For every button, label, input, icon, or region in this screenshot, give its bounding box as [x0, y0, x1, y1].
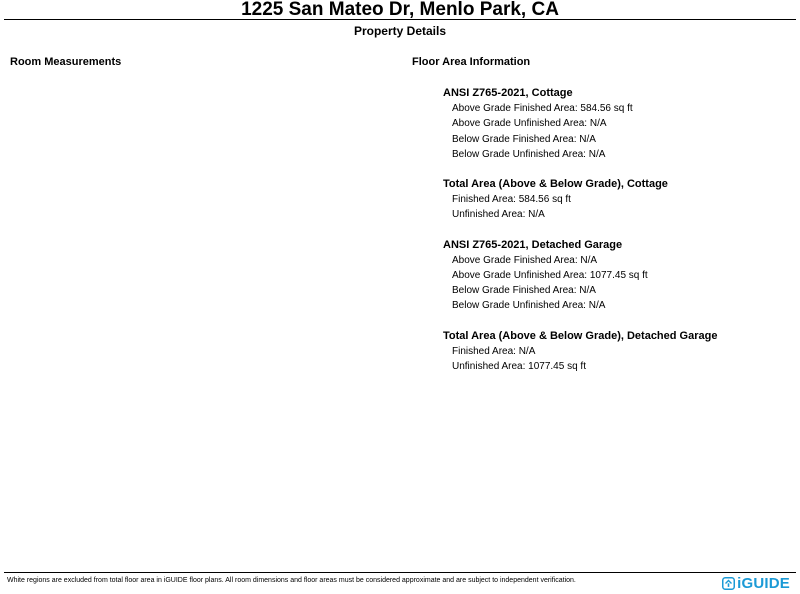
section-line: Finished Area: 584.56 sq ft [452, 194, 571, 205]
floor-area-heading: Floor Area Information [412, 56, 531, 68]
section-line: Below Grade Finished Area: N/A [452, 133, 596, 145]
section-line: Above Grade Finished Area: 584.56 sq ft [452, 103, 633, 114]
floor-area-section [443, 86, 783, 162]
header-divider [4, 19, 796, 20]
section-title: ANSI Z765-2021, Detached Garage [443, 238, 623, 251]
section-line: Above Grade Finished Area: N/A [452, 254, 598, 266]
iguide-logo-text: iGUIDE [737, 575, 790, 592]
property-address-title: 1225 San Mateo Dr, Menlo Park, CA [241, 0, 559, 20]
iguide-logo [722, 575, 790, 592]
disclaimer-note: White regions are excluded from total floor area in iGUIDE floor plans. All room dimensions and floor areas must be considered approximate and are subject to independent verification. [7, 577, 576, 584]
section-title: ANSI Z765-2021, Cottage [443, 87, 573, 99]
section-line: Unfinished Area: N/A [452, 209, 545, 221]
section-line: Unfinished Area: 1077.45 sq ft [452, 360, 586, 372]
floor-area-section [443, 329, 783, 375]
section-line: Finished Area: N/A [452, 345, 536, 357]
iguide-logo-icon [722, 577, 735, 590]
section-line: Below Grade Finished Area: N/A [452, 285, 596, 296]
floor-area-section [443, 238, 783, 314]
section-line: Above Grade Unfinished Area: 1077.45 sq ft [452, 269, 648, 281]
section-title: Total Area (Above & Below Grade), Cottage [443, 178, 668, 190]
section-title: Total Area (Above & Below Grade), Detached Garage [443, 329, 718, 342]
floor-area-sections [443, 86, 783, 389]
section-line: Below Grade Unfinished Area: N/A [452, 148, 606, 160]
footer-divider [4, 572, 796, 573]
section-line: Above Grade Unfinished Area: N/A [452, 118, 607, 130]
property-details-heading: Property Details [353, 24, 447, 38]
section-line: Below Grade Unfinished Area: N/A [452, 300, 606, 312]
room-measurements-heading: Room Measurements [10, 56, 122, 68]
floor-area-section [443, 177, 783, 223]
